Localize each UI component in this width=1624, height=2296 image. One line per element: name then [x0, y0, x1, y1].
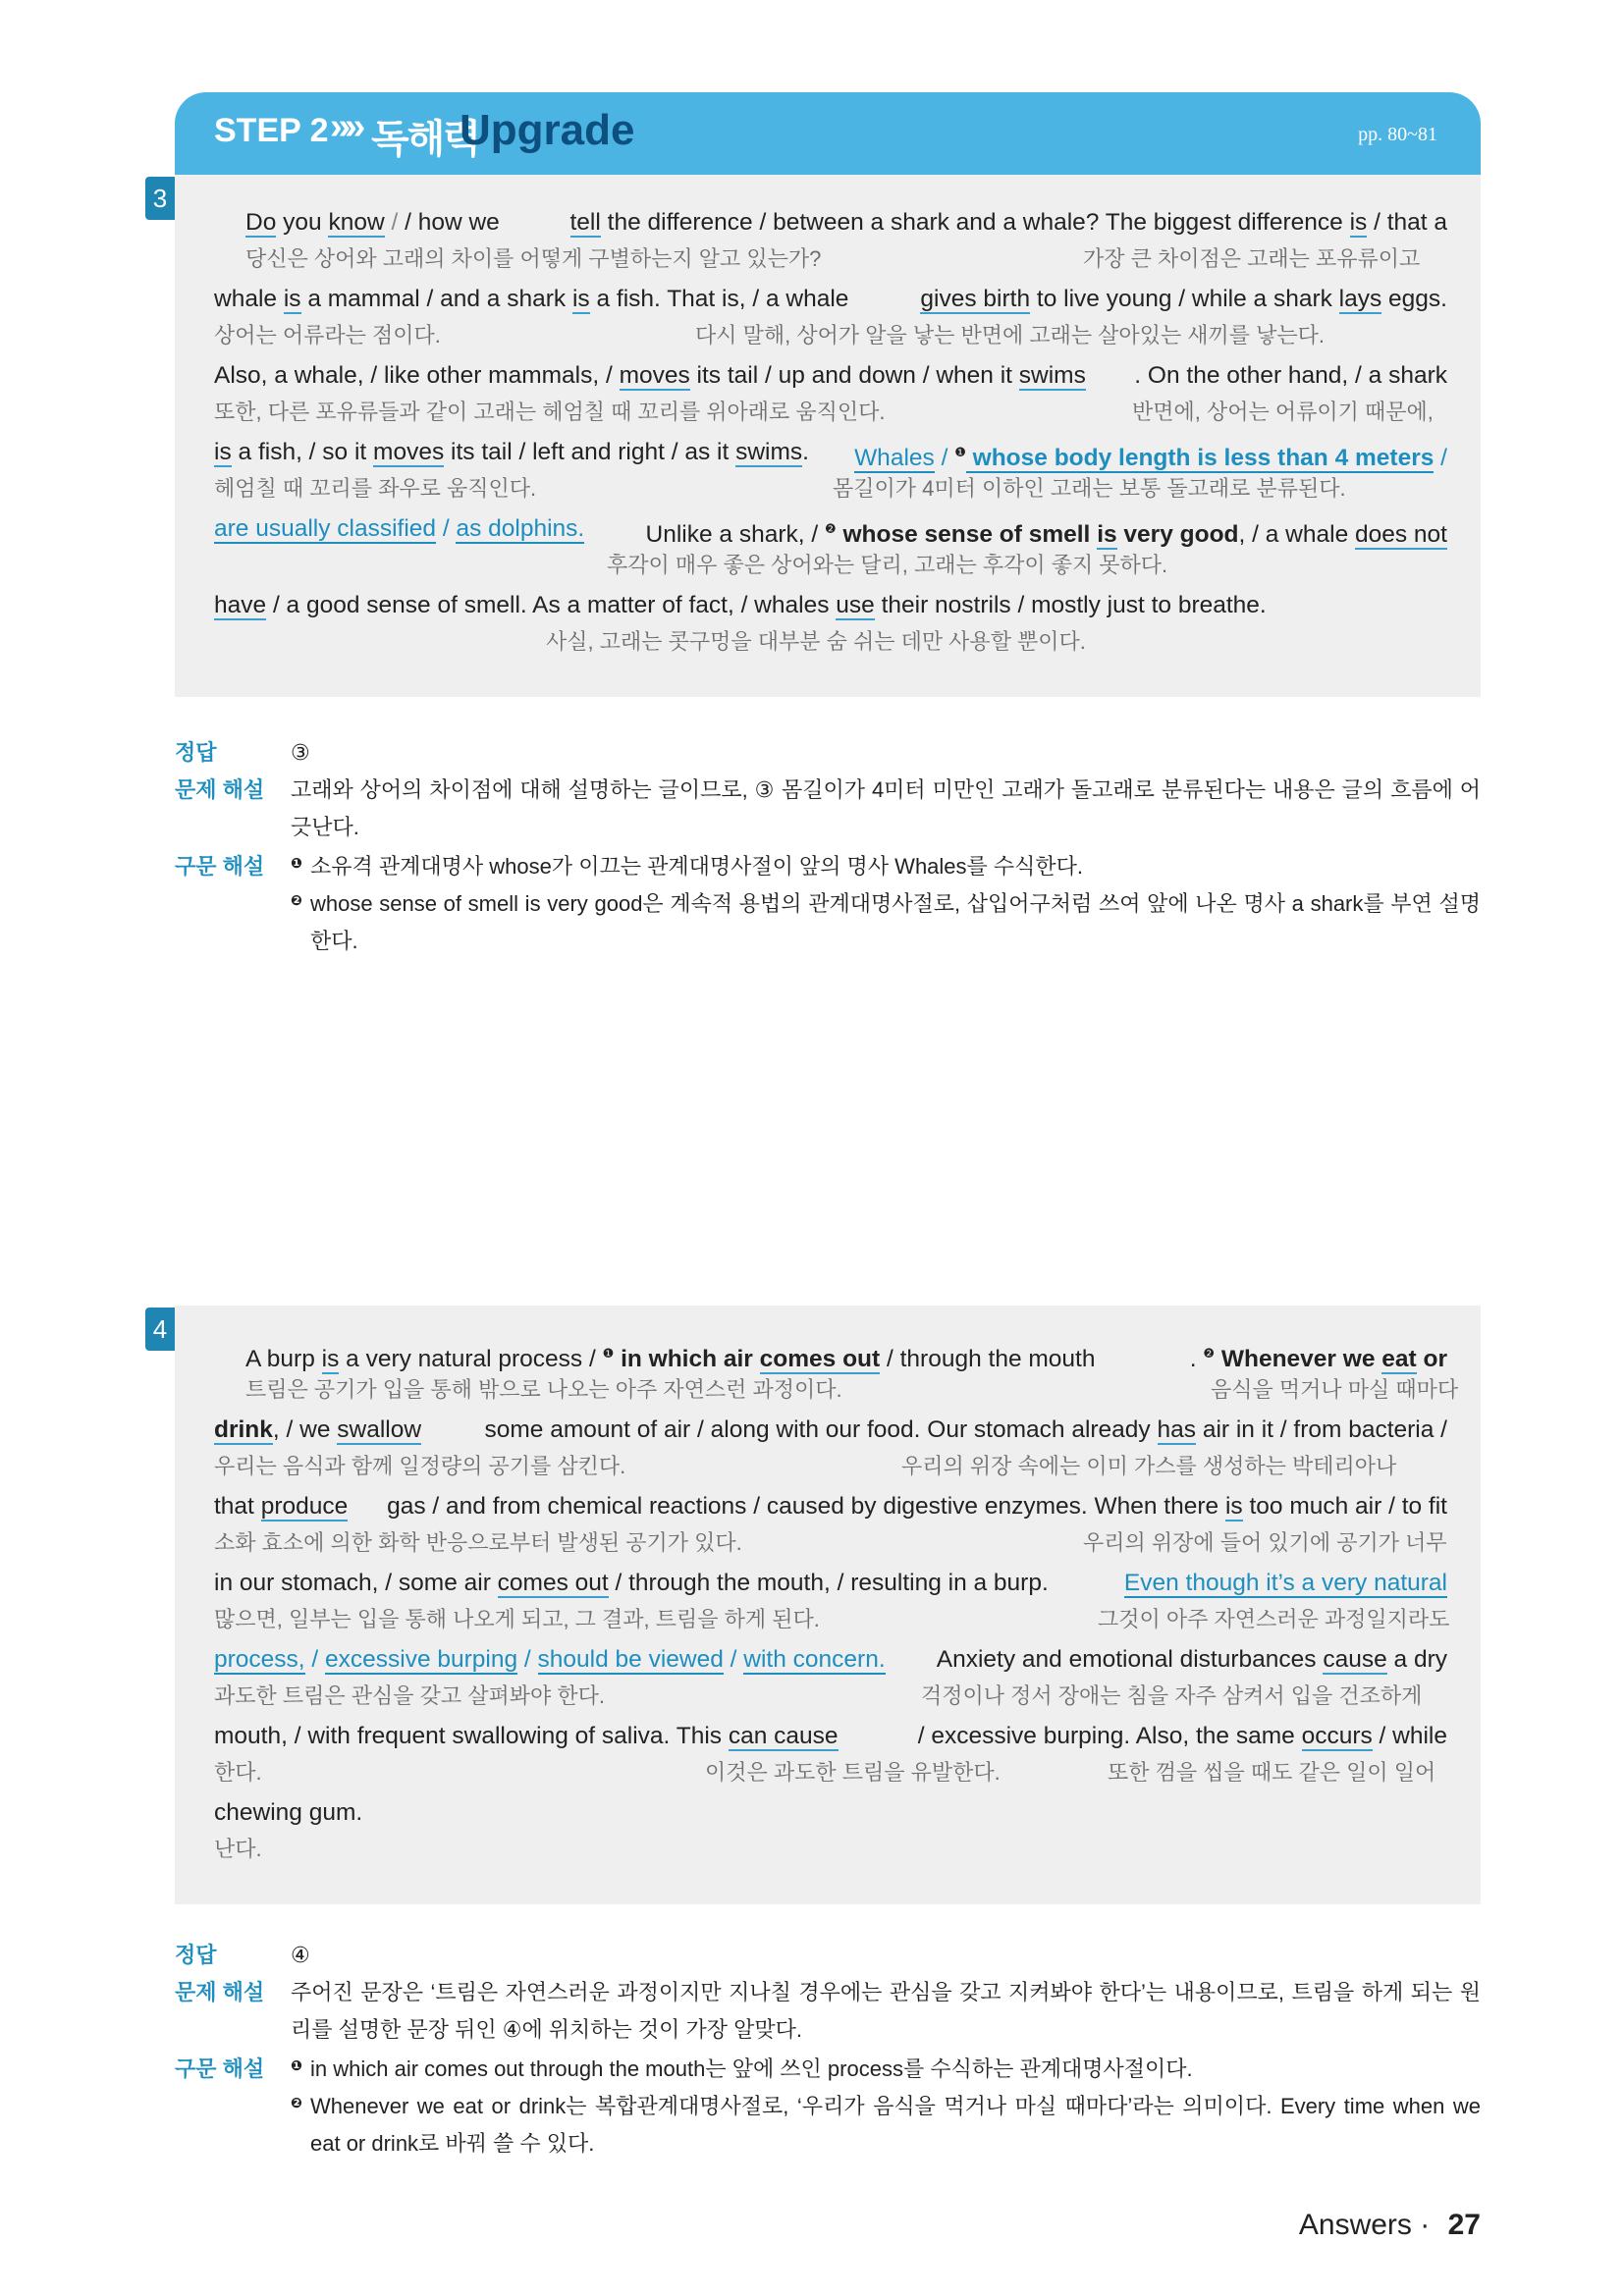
passage-3 [214, 208, 1447, 667]
page-number: 27 [1447, 2209, 1481, 2241]
passage-line: are usually classified / as dolphins. Unlike a shark, / $^❷$ whose sense of smell is very good, / a whale does not 후각이 매우 좋은 상어와는 달리, 고래는 후각이 좋지 못하다. [214, 515, 1447, 577]
answer-value: ③ [291, 740, 310, 765]
passage-line: have / a good sense of smell. As a matter of fact, / whales use their nostrils / mostly just to breathe. 사실, 고래는 콧구멍을 대부분 숨 쉬는 데만 사용할 뿐이다. [214, 592, 1267, 654]
step-header [175, 92, 1481, 175]
explain-label: 문제 해설 [175, 1980, 265, 2004]
circled-two-mark: ❷ [825, 521, 837, 536]
passage-line: Also, a whale, / like other mammals, / moves its tail / up and down / when it swims . On the other hand, / a shark 또한, 다른 포유류들과 같이 고래는 헤엄칠 때 꼬리를 위아래로 움직인다. 반면에, 상어는 어류이기 때문에, [214, 362, 1447, 424]
answer-value: ④ [291, 1943, 310, 1967]
explain-text: 주어진 문장은 ‘트림은 자연스러운 과정이지만 지나칠 경우에는 관심을 갖고 지켜봐야 한다’는 내용이므로, 트림을 하게 되는 원리를 설명한 문장 뒤인 ④에 위치하는 것이 가장 알맞다. [291, 1980, 1481, 2042]
footer-label: Answers [1298, 2209, 1412, 2241]
page-footer [1299, 2209, 1481, 2242]
circled-two-mark: ❷ [1203, 1346, 1216, 1361]
passage-4 [214, 1339, 1459, 1875]
syntax-notes: ❶ 소유격 관계대명사 whose가 이끄는 관계대명사절이 앞의 명사 Whales를 수식한다. ❷ whose sense of smell is very good은 계속적 용법의 관계대명사절로, 삽입어구처럼 쓰여 앞에 나온 명사 a shark를 부연 설명한다. [291, 854, 1481, 953]
explain-text: 고래와 상어의 차이점에 대해 설명하는 글이므로, ③ 몸길이가 4미터 미만인 고래가 돌고래로 분류된다는 내용은 글의 흐름에 어긋난다. [291, 777, 1481, 839]
footer-dot: · [1420, 2209, 1431, 2241]
double-chevron-icon: »» [330, 106, 360, 147]
page-range: pp. 80~81 [1358, 124, 1437, 145]
passage-line: mouth, / with frequent swallowing of saliva. This can cause / excessive burping. Also, the same occurs / while 한다. 이것은 과도한 트림을 유발한다. 또한 껌을 씹을 때도 같은 일이 일어 [214, 1723, 1447, 1785]
syntax-notes: ❶ in which air comes out through the mouth는 앞에 쓰인 process를 수식하는 관계대명사절이다. ❷ Whenever we eat or drink는 복합관계대명사절로, ‘우리가 음식을 먹거나 마실 때마다’라는 의미이다. Every time when we eat or drink로 바꿔 쓸 수 있다. [291, 2056, 1481, 2156]
passage-line: chewing gum. 난다. [214, 1799, 363, 1861]
step-label: STEP 2 [214, 112, 329, 149]
passage-line: process, / excessive burping / should be viewed / with concern. Anxiety and emotional disturbances cause a dry 과도한 트림은 관심을 갖고 살펴봐야 한다. 걱정이나 정서 장애는 침을 자주 삼켜서 입을 건조하게 [214, 1646, 1447, 1708]
passage-line: that produce gas / and from chemical reactions / caused by digestive enzymes. When there is too much air / to fit 소화 효소에 의한 화학 반응으로부터 발생된 공기가 있다. 우리의 위장에 들어 있기에 공기가 너무 [214, 1493, 1447, 1555]
passage-line: whale is a mammal / and a shark is a fish. That is, / a whale gives birth to live young / while a shark lays eggs. 상어는 어류라는 점이다. 다시 말해, 상어가 알을 낳는 반면에 고래는 살아있는 새끼를 낳는다. [214, 286, 1447, 347]
syntax-label: 구문 해설 [175, 2056, 265, 2081]
title-korean: 독해력 [371, 118, 479, 161]
question-number-4: 4 [145, 1308, 175, 1351]
circled-one-mark: ❶ [954, 445, 966, 459]
answer-label: 정답 [175, 1943, 217, 1967]
explain-label: 문제 해설 [175, 777, 265, 802]
answer-section-4 [175, 1937, 1481, 2168]
passage-line: Do you know / / how we tell the difference / between a shark and a whale? The biggest difference is / that a 당신은 상어와 고래의 차이를 어떻게 구별하는지 알고 있는가? 가장 큰 차이점은 고래는 포유류이고 [245, 209, 1447, 271]
answer-label: 정답 [175, 740, 217, 765]
answer-section-3 [175, 734, 1481, 966]
passage-line: in our stomach, / some air comes out / through the mouth, / resulting in a burp. Even though it’s a very natural 많으면, 일부는 입을 통해 나오게 되고, 그 결과, 트림을 하게 된다. 그것이 아주 자연스러운 과정일지라도 [214, 1570, 1450, 1631]
passage-line: is a fish, / so it moves its tail / left and right / as it swims. Whales / $^❶$ whose body length is less than 4 meters / 헤엄칠 때 꼬리를 좌우로 움직인다. 몸길이가 4미터 이하인 고래는 보통 돌고래로 분류된다. [214, 439, 1447, 501]
title-upgrade: Upgrade [460, 106, 635, 154]
syntax-label: 구문 해설 [175, 854, 265, 879]
question-number-3: 3 [145, 177, 175, 220]
passage-line: A burp is a very natural process / $^❶$ in which air comes out / through the mouth . $^❷$ Whenever we eat or 트림은 공기가 입을 통해 밖으로 나오는 아주 자연스런 과정이다. 음식을 먹거나 마실 때마다 [245, 1346, 1459, 1402]
circled-one-mark: ❶ [602, 1346, 615, 1361]
passage-line: drink, / we swallow some amount of air / along with our food. Our stomach already has air in it / from bacteria / 우리는 음식과 함께 일정량의 공기를 삼킨다. 우리의 위장 속에는 이미 가스를 생성하는 박테리아나 [214, 1416, 1447, 1478]
